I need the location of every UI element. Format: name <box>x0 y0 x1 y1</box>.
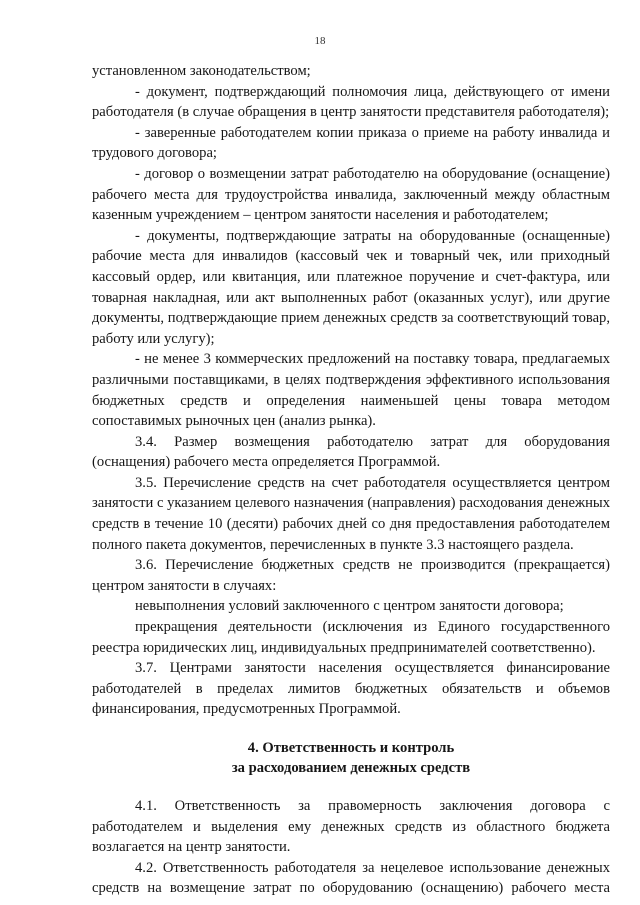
section-heading <box>92 738 610 778</box>
paragraph-3-5: 3.5. Перечисление средств на счет работодателя осуществляется центром занятости с указанием целевого назначения (направления) расходования денежных средств в течение 10 (десяти) рабочих дней со дня предоставления работодателем полного пакета документов, перечисленных в пункте 3.3 настоящего раздела. <box>92 474 610 553</box>
section-heading-line-1: 4. Ответственность и контроль <box>247 740 455 756</box>
list-item: прекращения деятельности (исключения из Единого государственного реестра юридических лиц, индивидуальных предпринимателей соответственно). <box>92 619 610 656</box>
section-heading-line-2: за расходованием денежных средств <box>231 760 471 776</box>
paragraph-3-4: 3.4. Размер возмещения работодателю затрат для оборудования (оснащения) рабочего места определяется Программой. <box>92 433 610 471</box>
page-number: 18 <box>314 35 326 47</box>
list-item: - документ, подтверждающий полномочия лица, действующего от имени работодателя (в случае обращения в центр занятости представителя работодателя); <box>92 83 610 121</box>
paragraph-3-7: 3.7. Центрами занятости населения осуществляется финансирование работодателей в пределах лимитов бюджетных обязательств и объемов финансирования, предусмотренных Программой. <box>92 660 610 718</box>
document-body <box>92 61 610 899</box>
paragraph-3-6: 3.6. Перечисление бюджетных средств не производится (прекращается) центром занятости в случаях: <box>92 557 610 594</box>
list-item: - документы, подтверждающие затраты на оборудованные (оснащенные) рабочие места для инвалидов (кассовый чек и товарный чек, или приходный кассовый ордер, или квитанция, или платежное поручение и счет-фактура, или товарная накладная, или акт выполненных работ (оказанных услуг), или другие документы, подтверждающие прием денежных средств за соответствующий товар, работу или услугу); <box>92 227 610 347</box>
paragraph-4-2: 4.2. Ответственность работодателя за нецелевое использование денежных средств на возмещение затрат по оборудованию (оснащению) рабочего места <box>92 859 610 897</box>
paragraph: установленном законодательством; <box>92 63 311 79</box>
paragraph-4-1: 4.1. Ответственность за правомерность заключения договора с работодателем и выделения ему денежных средств из областного бюджета возлагается на центр занятости. <box>92 798 610 856</box>
list-item: - заверенные работодателем копии приказа о приеме на работу инвалида и трудового договора; <box>92 124 610 162</box>
list-item: - договор о возмещении затрат работодателю на оборудование (оснащение) рабочего места для трудоустройства инвалида, заключенный между областным казенным учреждением – центром занятости населения и работодателем; <box>92 165 610 224</box>
list-item: невыполнения условий заключенного с центром занятости договора; <box>135 598 564 615</box>
list-item: - не менее 3 коммерческих предложений на поставку товара, предлагаемых различными поставщиками, в целях подтверждения эффективного использования бюджетных средств и определения наименьшей цены товара методом сопоставимых рыночных цен (анализ рынка). <box>92 351 610 430</box>
